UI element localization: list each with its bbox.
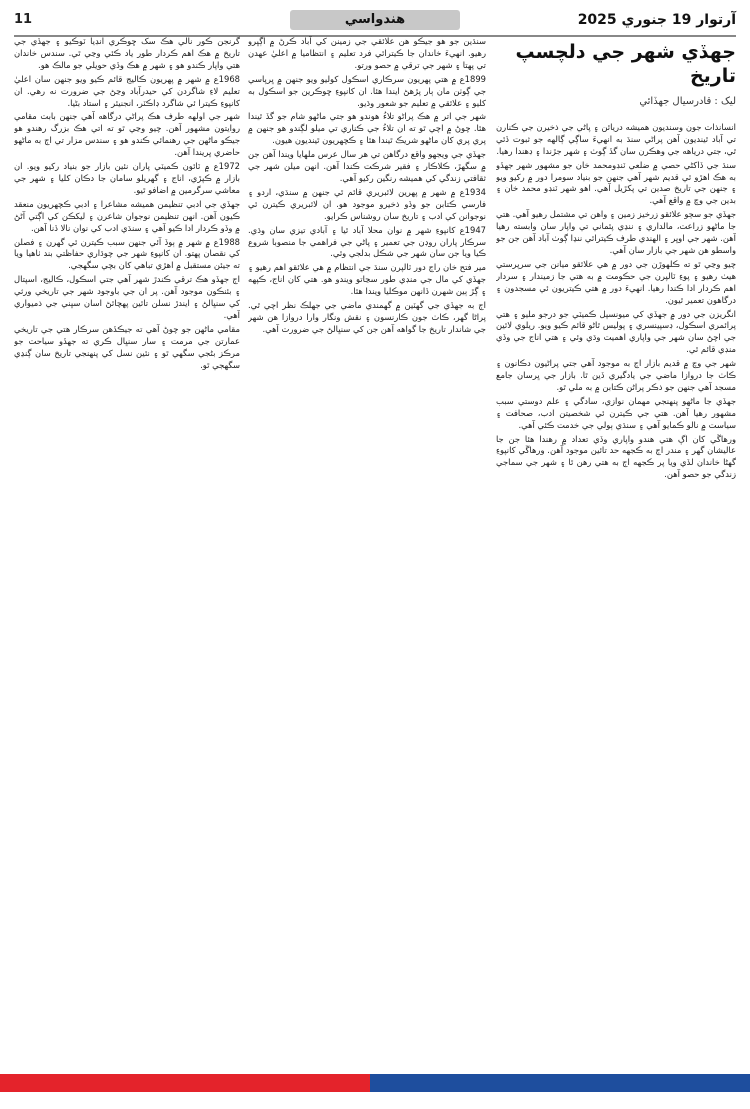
paragraph: اڄ جهڏو هڪ ترقي ڪندڙ شهر آهي جتي اسڪول، ڪاليج، اسپتال ۽ بئنڪون موجود آهن. پر ان جي باوجود شهر جي تاريخي ورثي کي سنڀالڻ ۽ ايندڙ نسلن تائين پهچائڻ اسان سڀني جي ذميواري آهي. [14,274,240,320]
paragraph: اڄ به جهڏي جي گهٽين ۾ گهمندي ماضي جي جهلڪ نظر اچي ٿي. پراڻا گهر، ڪاٺ جون ڪارنسون ۽ نقش ونگار وارا دروازا هن شهر جي شاندار تاريخ جا گواهه آهن جن کي سنڀالڻ جي ضرورت آهي. [248,300,486,334]
page-number: 11 [14,12,33,27]
paragraph: سنڌ جي ڏاکڻي حصي ۾ ضلعي ٽنڊومحمد خان جو مشهور شهر جهڏو به هڪ اهڙو ئي قديم شهر آهي جنهن جو بنياد سومرا دور ۾ رکيو ويو ۽ جنهن جي تاريخ صدين تي پکڙيل آهي. اهو شهر ٽنڊو محمد خان ۽ بدين جي وچ ۾ واقع آهي. [496,159,736,206]
paragraph: انگريزن جي دور ۾ جهڏي کي ميونسپل ڪميٽي جو درجو مليو ۽ هتي پرائمري اسڪول، ڊسپينسري ۽ پوليس ٿاڻو قائم ڪيو ويو. ريلوي لائين جي اچڻ سان شهر جي واپاري اهميت وڌي وئي ۽ هتي اناج جي وڏي منڊي قائم ٿي. [496,308,736,355]
paragraph: مقامي ماڻهن جو چوڻ آهي ته جيڪڏهن سرڪار هتي جي تاريخي عمارتن جي مرمت ۽ سار سنڀال ڪري ته جهڏو سياحت جو مرڪز بڻجي سگهي ٿو ۽ نئين نسل کي پنهنجي تاريخ سان ڳنڍي سگهجي ٿو. [14,323,240,370]
paragraph: جهڏي جو سڄو علائقو زرخيز زمين ۽ واهن تي مشتمل رهيو آهي. هتي جا ماڻهو زراعت، مالداري ۽ ننڍي پئماني تي واپار سان وابسته رهيا آهن. شهر جي اوڀر ۽ الهندي طرف ڪيترائي ننڍا ڳوٺ آباد آهن جن جو واسطو هن شهر جي بازار سان آهي. [496,209,736,255]
page-header [0,10,750,32]
paragraph: گرنجن ڪور نالي هڪ سک ڇوڪري انڊيا ٽوڪيو ۽ جهڏي جي تاريخ ۾ هڪ اهم ڪردار طور ياد ڪئي وڃي ٿي. سندس خاندان هتي واپار ڪندو هو ۽ شهر ۾ هڪ وڏي حويلي جو مالڪ هو. [14,36,240,70]
paragraph: 1934ع ۾ شهر ۾ پهرين لائبريري قائم ٿي جنهن ۾ سنڌي، اردو ۽ فارسي ڪتابن جو وڏو ذخيرو موجود هو. ان لائبريري ڪيترن ئي نوجوانن کي ادب ۽ تاريخ سان روشناس ڪرايو. [248,186,486,221]
article-column-right [496,36,736,1056]
paragraph: سنڌين جو هو جيڪو هن علائقي جي زمينن کي آباد ڪرڻ ۾ اڳڀرو رهيو. انهيءَ خاندان جا ڪيترائي فرد تعليم ۽ انتظاميا ۾ اعليٰ عهدن تي پهتا ۽ شهر جي ترقي ۾ حصو ورتو. [248,36,486,70]
article-byline: ليک : قادرسيال جهڏائي [639,96,736,107]
paragraph: ورهاڱي کان اڳ هتي هندو واپاري وڏي تعداد ۾ رهندا هئا جن جا عاليشان گهر ۽ مندر اڄ به ڪجهه حد تائين موجود آهن. ورهاڱي کانپوءِ گهڻا خاندان لڏي ويا پر ڪجهه اڄ به هتي رهن ٿا ۽ شهر جي سماجي زندگي جو حصو آهن. [496,433,736,480]
footer-stripe-red [0,1074,370,1092]
masthead-logo: هندواسي [290,10,460,30]
paragraph: انسانذات جون وسنديون هميشه دريائن ۽ پاڻي جي ذخيرن جي ڪنارن تي آباد ٿينديون آهن پراڻي سنڌ به انهيءَ ساڳي ڳالهه جو ثبوت ڏئي ٿي، جتي درياهه جي وهڪرن سان گڏ ڳوٺ ۽ شهر جڙندا ۽ ڊهندا رهيا. [496,121,736,156]
paragraph: شهر جي وچ ۾ قديم بازار اڄ به موجود آهي جتي پراڻيون دڪانون ۽ ڪاٺ جا دروازا ماضي جي يادگيري ڏين ٿا. بازار جي ڀرسان جامع مسجد آهي جنهن جو ذڪر پراڻن ڪتابن ۾ به ملي ٿو. [496,358,736,392]
paragraph: چيو وڃي ٿو ته ڪلهوڙن جي دور ۾ هي علائقو ميانن جي سرپرستي هيٺ رهيو ۽ پوءِ ٽالپرن جي حڪومت ۾ به هتي جا زميندار ۽ سردار اهم ڪردار ادا ڪندا رهيا. انهيءَ دور ۾ هتي ڪيتريون ئي مسجدون ۽ درگاهون تعمير ٿيون. [496,258,736,305]
paragraph: 1988ع ۾ شهر ۾ ٻوڏ آئي جنهن سبب ڪيترن ئي گهرن ۽ فصلن کي نقصان پهتو. ان کانپوءِ شهر جي چوڌاري حفاظتي بند ٺاهيا ويا ته جيئن مستقبل ۾ اهڙي تباهي کان بچي سگهجي. [14,236,240,271]
paragraph: جهڏي جي ويجهو واقع درگاهن تي هر سال عرس ملهايا ويندا آهن جن ۾ سگهڙ، ڪلاڪار ۽ فقير شرڪت ڪندا آهن. انهن ميلن شهر جي ثقافتي زندگي کي هميشه رنگين رکيو آهي. [248,149,486,183]
paragraph: شهر جي اتر ۾ هڪ پراڻو تلاءُ هوندو هو جتي ماڻهو شام جو گڏ ٿيندا هئا. چوڻ ۾ اچي ٿو ته ان تلاءُ جي ڪناري تي ميلو لڳندو هو جنهن ۾ پري پري کان ماڻهو شريڪ ٿيندا هئا ۽ ڪچهريون ٿينديون هيون. [248,111,486,146]
paragraph: جهڏي جا ماڻهو پنهنجي مهمان نوازي، سادگي ۽ علم دوستي سبب مشهور رهيا آهن. هتي جي ڪيترن ئي شخصيتن ادب، صحافت ۽ سياست ۾ نالو ڪمايو آهي ۽ سنڌي ٻولي جي خدمت ڪئي آهي. [496,395,736,430]
paragraph: جهڏي جي ادبي تنظيمن هميشه مشاعرا ۽ ادبي ڪچهريون منعقد ڪيون آهن. انهن تنظيمن نوجوان شاعرن ۽ ليکڪن کي اڳتي آڻڻ ۾ وڏو ڪردار ادا ڪيو آهي ۽ سنڌي ادب کي نوان نالا ڏنا آهن. [14,198,240,233]
article-headline: جهڏي شهر جي دلچسپ تاريخ [515,41,736,87]
issue-date: آرتوار 19 جنوري 2025 [577,12,736,28]
paragraph: مير فتح خان راڄ دور ٽالپرن سنڌ جي انتظام ۾ هي علائقو اهم رهيو ۽ جهڏي کي مال جي منڊي طور سڃاتو ويندو هو. هتي کان اناج، ڪپهه ۽ ڳڙ ٻين شهرن ڏانهن موڪليا ويندا هئا. [248,262,486,297]
footer-stripe-blue [370,1074,750,1092]
article-column-left [14,36,240,1056]
paragraph: شهر جي اولهه طرف هڪ پراڻي درگاهه آهي جنهن بابت مقامي روايتون مشهور آهن. چيو وڃي ٿو ته اتي هڪ بزرگ رهندو هو جيڪو ماڻهن جي رهنمائي ڪندو هو ۽ سندس مزار تي اڄ به ماڻهو حاضري ڀريندا آهن. [14,111,240,158]
article-column-middle [248,36,486,1056]
paragraph: 1972ع ۾ ٽائون ڪميٽي پاران نئين بازار جو بنياد رکيو ويو. ان بازار ۾ ڪپڙي، اناج ۽ گهريلو سامان جا دڪان کليا ۽ شهر جي معاشي سرگرمين ۾ اضافو ٿيو. [14,161,240,195]
paragraph: 1947ع کانپوءِ شهر ۾ نوان محلا آباد ٿيا ۽ آبادي تيزي سان وڌي. سرڪار پاران روڊن جي تعمير ۽ پاڻي جي فراهمي جا منصوبا شروع ڪيا ويا جن سان شهر جي شڪل بدلجي وئي. [248,224,486,259]
page-bottom-margin [0,1092,750,1109]
paragraph: 1968ع ۾ شهر ۾ پهريون ڪاليج قائم ڪيو ويو جنهن سان اعليٰ تعليم لاءِ شاگردن کي حيدرآباد وڃڻ جي ضرورت نه رهي. ان کانپوءِ ڪيترا ئي شاگرد ڊاڪٽر، انجنيئر ۽ استاد بڻيا. [14,73,240,108]
paragraph: 1899ع ۾ هتي پهريون سرڪاري اسڪول کوليو ويو جنهن ۾ ڀرپاسي جي ڳوٺن مان ٻار پڙهڻ ايندا هئا. ان کانپوءِ ڇوڪرين جو اسڪول به کليو ۽ علائقي ۾ تعليم جو شعور وڌيو. [248,73,486,108]
